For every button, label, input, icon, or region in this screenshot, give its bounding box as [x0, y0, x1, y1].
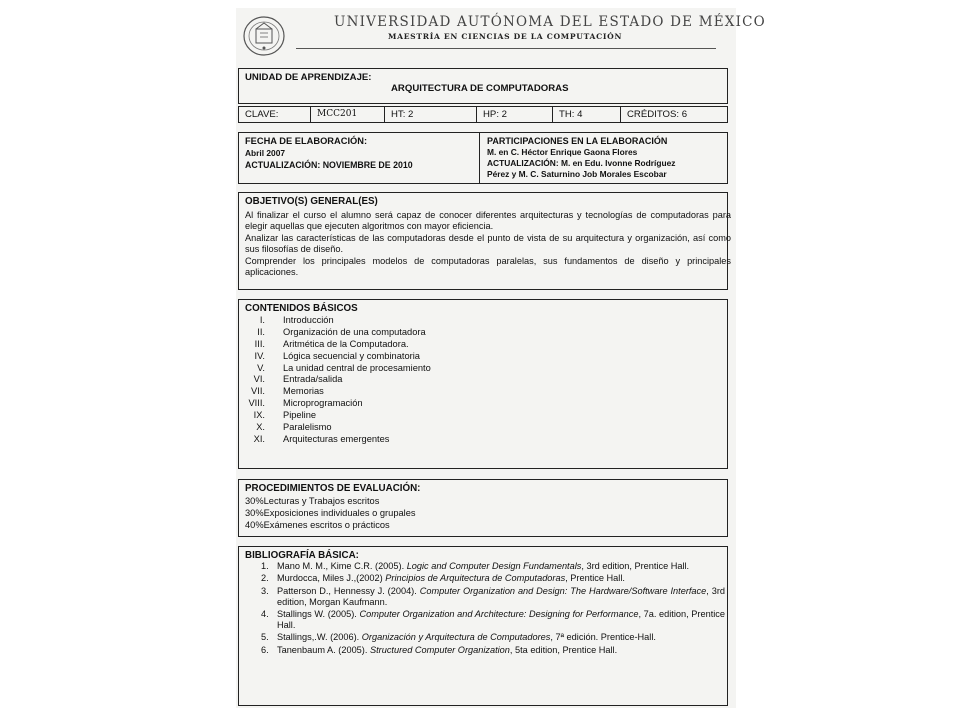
bibliografia-title: BIBLIOGRAFÍA BÁSICA: [245, 550, 359, 561]
contenido-number: I. [259, 315, 265, 325]
bibliografia-publisher: , 5ta edition, Prentice Hall. [509, 644, 618, 655]
bibliografia-publisher: , 3rd edition, Prentice Hall. [581, 561, 690, 571]
participaciones-label: PARTICIPACIONES EN LA ELABORACIÓN [487, 136, 668, 146]
bibliografia-entry [243, 573, 725, 584]
contenido-text: Lógica secuencial y combinatoria [283, 350, 420, 361]
contenido-number: VIII. [248, 398, 265, 409]
unidad-box [238, 68, 728, 104]
bibliografia-author: Mano M. M., Kime C.R. (2005). [277, 561, 407, 571]
bibliografia-list [243, 561, 725, 657]
contenido-text: Aritmética de la Computadora. [283, 338, 409, 349]
bibliografia-number: 6. [261, 644, 269, 655]
procedimientos-box [238, 479, 728, 537]
bibliografia-number: 4. [261, 609, 269, 620]
contenido-number: VII. [251, 386, 265, 397]
bibliografia-number: 3. [261, 585, 269, 596]
contenidos-title: CONTENIDOS BÁSICOS [245, 303, 358, 314]
bibliografia-author: Murdocca, Miles J.,(2002) [277, 573, 386, 584]
bibliografia-number: 1. [261, 561, 269, 571]
bibliografia-entry [243, 609, 725, 631]
program-name: MAESTRÍA EN CIENCIAS DE LA COMPUTACIÓN [388, 32, 623, 41]
creditos-cell: CRÉDITOS: 6 [627, 109, 688, 120]
unidad-value: ARQUITECTURA DE COMPUTADORAS [391, 83, 569, 94]
contenido-number: V. [257, 362, 265, 373]
evaluacion-item-1: 30%Lecturas y Trabajos escritos [245, 496, 380, 506]
clave-value: MCC201 [311, 107, 385, 122]
actualizacion-date: ACTUALIZACIÓN: NOVIEMBRE DE 2010 [245, 160, 413, 170]
bibliografia-title-text: Principios de Arquitectura de Computadoras [385, 573, 566, 584]
bibliografia-entry [243, 645, 725, 656]
document-page [236, 8, 766, 708]
contenido-number: VI. [253, 374, 265, 385]
document-header [236, 8, 766, 66]
objetivos-title: OBJETIVO(S) GENERAL(ES) [245, 196, 378, 207]
bibliografia-entry [243, 632, 725, 643]
objetivo-paragraph-3: Comprender los principales modelos de computadoras paralelas, sus fundamentos de diseño y principales aplicaciones. [245, 256, 731, 278]
fecha-label: FECHA DE ELABORACIÓN: [245, 136, 368, 146]
participaciones-author: M. en C. Héctor Enrique Gaona Flores [487, 147, 638, 157]
bibliografia-number: 2. [261, 573, 269, 584]
bibliografia-publisher: , 7ª edición. Prentice-Hall. [550, 632, 656, 643]
contenido-number: X. [256, 422, 265, 433]
bibliografia-publisher: , Prentice Hall. [565, 573, 625, 584]
participaciones-update-cont: Pérez y M. C. Saturnino Job Morales Escobar [487, 169, 667, 179]
bibliografia-publisher: , 3rd edition, Morgan Kaufmann. [277, 585, 725, 607]
procedimientos-title: PROCEDIMIENTOS DE EVALUACIÓN: [245, 483, 421, 494]
clave-row [238, 106, 728, 123]
bibliografia-author: Stallings,.W. (2006). [277, 632, 362, 643]
bibliografia-number: 5. [261, 632, 269, 643]
hp-cell: HP: 2 [477, 107, 553, 122]
contenido-text: Arquitecturas emergentes [283, 433, 390, 444]
unidad-label: UNIDAD DE APRENDIZAJE: [245, 72, 372, 83]
contenido-number: II. [257, 326, 265, 337]
objetivo-paragraph-1: Al finalizar el curso el alumno será capaz de conocer diferentes arquitecturas y tecnologías de computadoras para elegir aquellas que ejecuten algoritmos con mayor eficiencia. [245, 210, 731, 232]
bibliografia-entry [243, 561, 725, 572]
th-cell: TH: 4 [553, 107, 621, 122]
clave-label: CLAVE: [239, 107, 311, 122]
contenido-number: IX. [253, 410, 265, 421]
bibliografia-author: Patterson D., Hennessy J. (2004). [277, 585, 420, 596]
bibliografia-box [238, 546, 728, 706]
contenidos-box [238, 299, 728, 469]
university-seal-icon [242, 14, 286, 58]
contenido-text: Organización de una computadora [283, 326, 426, 337]
bibliografia-title-text: Computer Organization and Architecture: Designing for Performance [359, 609, 639, 620]
contenido-text: Introducción [283, 315, 334, 325]
contenido-text: Paralelismo [283, 422, 332, 433]
objetivos-box [238, 192, 731, 290]
university-name: UNIVERSIDAD AUTÓNOMA DEL ESTADO DE MÉXICO [334, 14, 766, 30]
bibliografia-entry [243, 586, 725, 608]
bibliografia-title-text: Computer Organization and Design: The Hardware/Software Interface [419, 585, 707, 596]
fecha-box [238, 132, 728, 184]
contenido-text: Pipeline [283, 410, 317, 421]
bibliografia-author: Stallings W. (2005). [277, 609, 360, 620]
header-rule [296, 48, 716, 49]
participaciones-update: ACTUALIZACIÓN: M. en Edu. Ivonne Rodríguez [487, 158, 676, 168]
ht-cell: HT: 2 [385, 107, 477, 122]
bibliografia-author: Tanenbaum A. (2005). [277, 644, 370, 655]
contenido-text: Memorias [283, 386, 324, 397]
bibliografia-title-text: Logic and Computer Design Fundamentals [406, 561, 582, 571]
bibliografia-title-text: Organización y Arquitectura de Computadores [361, 632, 551, 643]
contenido-number: IV. [254, 350, 265, 361]
evaluacion-item-2: 30%Exposiciones individuales o grupales [245, 508, 416, 518]
contenido-text: Entrada/salida [283, 374, 343, 385]
contenido-number: III. [254, 338, 265, 349]
objetivo-paragraph-2: Analizar las características de las computadoras desde el punto de vista de su arquitectura y organización, así como sus filosofías de diseño. [245, 233, 731, 255]
evaluacion-item-3: 40%Exámenes escritos o prácticos [245, 520, 390, 530]
contenido-text: Microprogramación [283, 398, 363, 409]
contenido-number: XI. [253, 433, 265, 444]
bibliografia-title-text: Structured Computer Organization [369, 644, 510, 655]
contenido-text: La unidad central de procesamiento [283, 362, 431, 373]
fecha-value: Abril 2007 [245, 148, 286, 158]
bibliografia-publisher: , 7a. edition, Prentice Hall. [277, 609, 726, 631]
